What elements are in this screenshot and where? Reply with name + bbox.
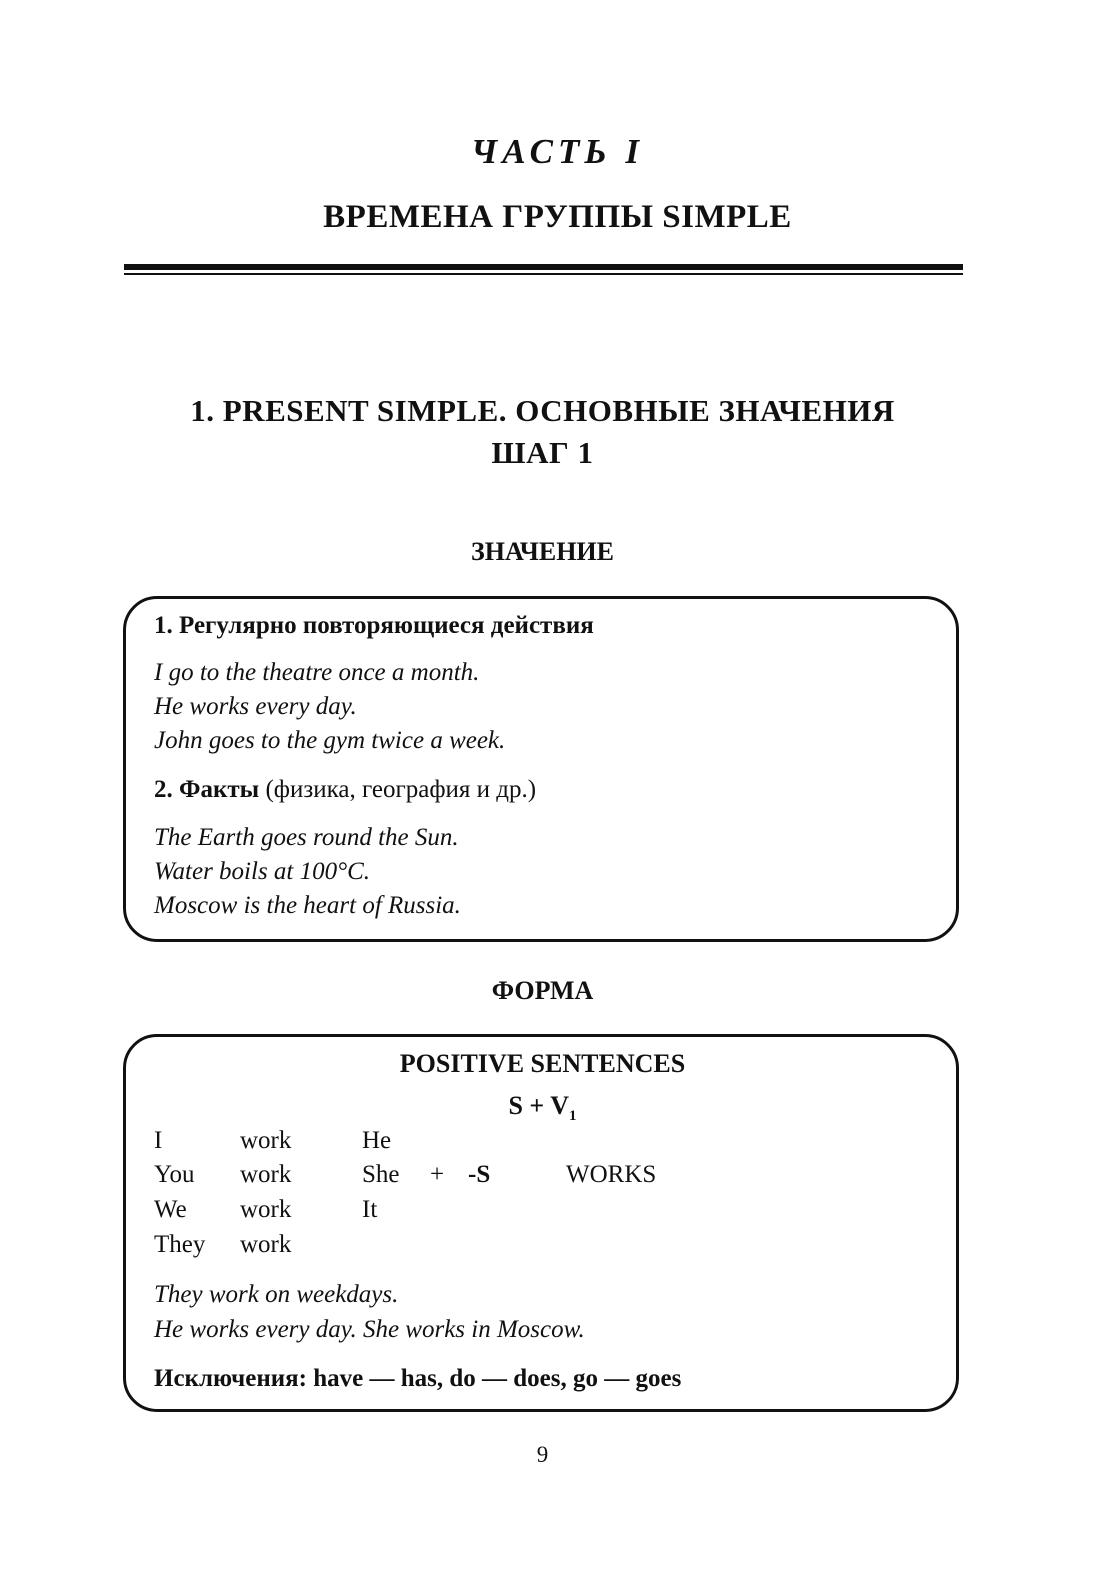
title-rule-thin — [124, 273, 963, 275]
pronoun: We — [154, 1196, 187, 1223]
pronoun: I — [154, 1127, 163, 1154]
meaning-item2-title — [154, 776, 536, 804]
form-example: He works every day. She works in Moscow. — [154, 1316, 585, 1343]
third-person-pronoun: It — [362, 1196, 378, 1223]
form-formula — [0, 1091, 1085, 1125]
meaning-example: John goes to the gym twice a week. — [154, 727, 506, 754]
part-title: ВРЕМЕНА ГРУППЫ SIMPLE — [323, 199, 792, 235]
exceptions: Исключения: have — has, do — does, go — goes — [154, 1365, 682, 1392]
part-label: ЧАСТЬ I — [471, 132, 644, 171]
meaning-example: Moscow is the heart of Russia. — [154, 892, 461, 919]
section-title — [0, 390, 1085, 474]
plus-sign: + — [430, 1161, 445, 1188]
third-person-pronoun: She — [362, 1161, 400, 1188]
meaning-heading: ЗНАЧЕНИЕ — [471, 537, 614, 566]
section-title-line1: 1. PRESENT SIMPLE. ОСНОВНЫЕ ЗНАЧЕНИЯ — [190, 393, 895, 428]
page-number: 9 — [536, 1442, 549, 1467]
meaning-example: The Earth goes round the Sun. — [154, 824, 459, 851]
verb: work — [240, 1196, 292, 1223]
third-person-pronoun: He — [362, 1127, 392, 1154]
third-person-result: WORKS — [566, 1161, 657, 1188]
title-rule-thick — [124, 264, 963, 270]
formula-subscript: 1 — [569, 1108, 577, 1125]
meaning-item2-title-bold: 2. Факты — [154, 776, 260, 803]
meaning-item1-title: 1. Регулярно повторяющиеся действия — [154, 612, 594, 639]
positive-sentences-title: POSITIVE SENTENCES — [399, 1049, 686, 1078]
meaning-box — [123, 596, 959, 942]
meaning-example: Water boils at 100°C. — [154, 858, 371, 885]
verb: work — [240, 1231, 292, 1258]
verb: work — [240, 1161, 292, 1188]
meaning-example: I go to the theatre once a month. — [154, 659, 480, 686]
suffix-s: -S — [468, 1161, 491, 1188]
verb: work — [240, 1127, 292, 1154]
section-title-line2: ШАГ 1 — [491, 435, 594, 470]
form-example: They work on weekdays. — [154, 1281, 399, 1308]
formula-main: S + V — [508, 1091, 570, 1120]
meaning-example: He works every day. — [154, 693, 357, 720]
pronoun: You — [154, 1161, 195, 1188]
form-heading: ФОРМА — [491, 976, 594, 1005]
meaning-item2-title-rest: (физика, география и др.) — [259, 776, 537, 803]
pronoun: They — [154, 1231, 206, 1258]
